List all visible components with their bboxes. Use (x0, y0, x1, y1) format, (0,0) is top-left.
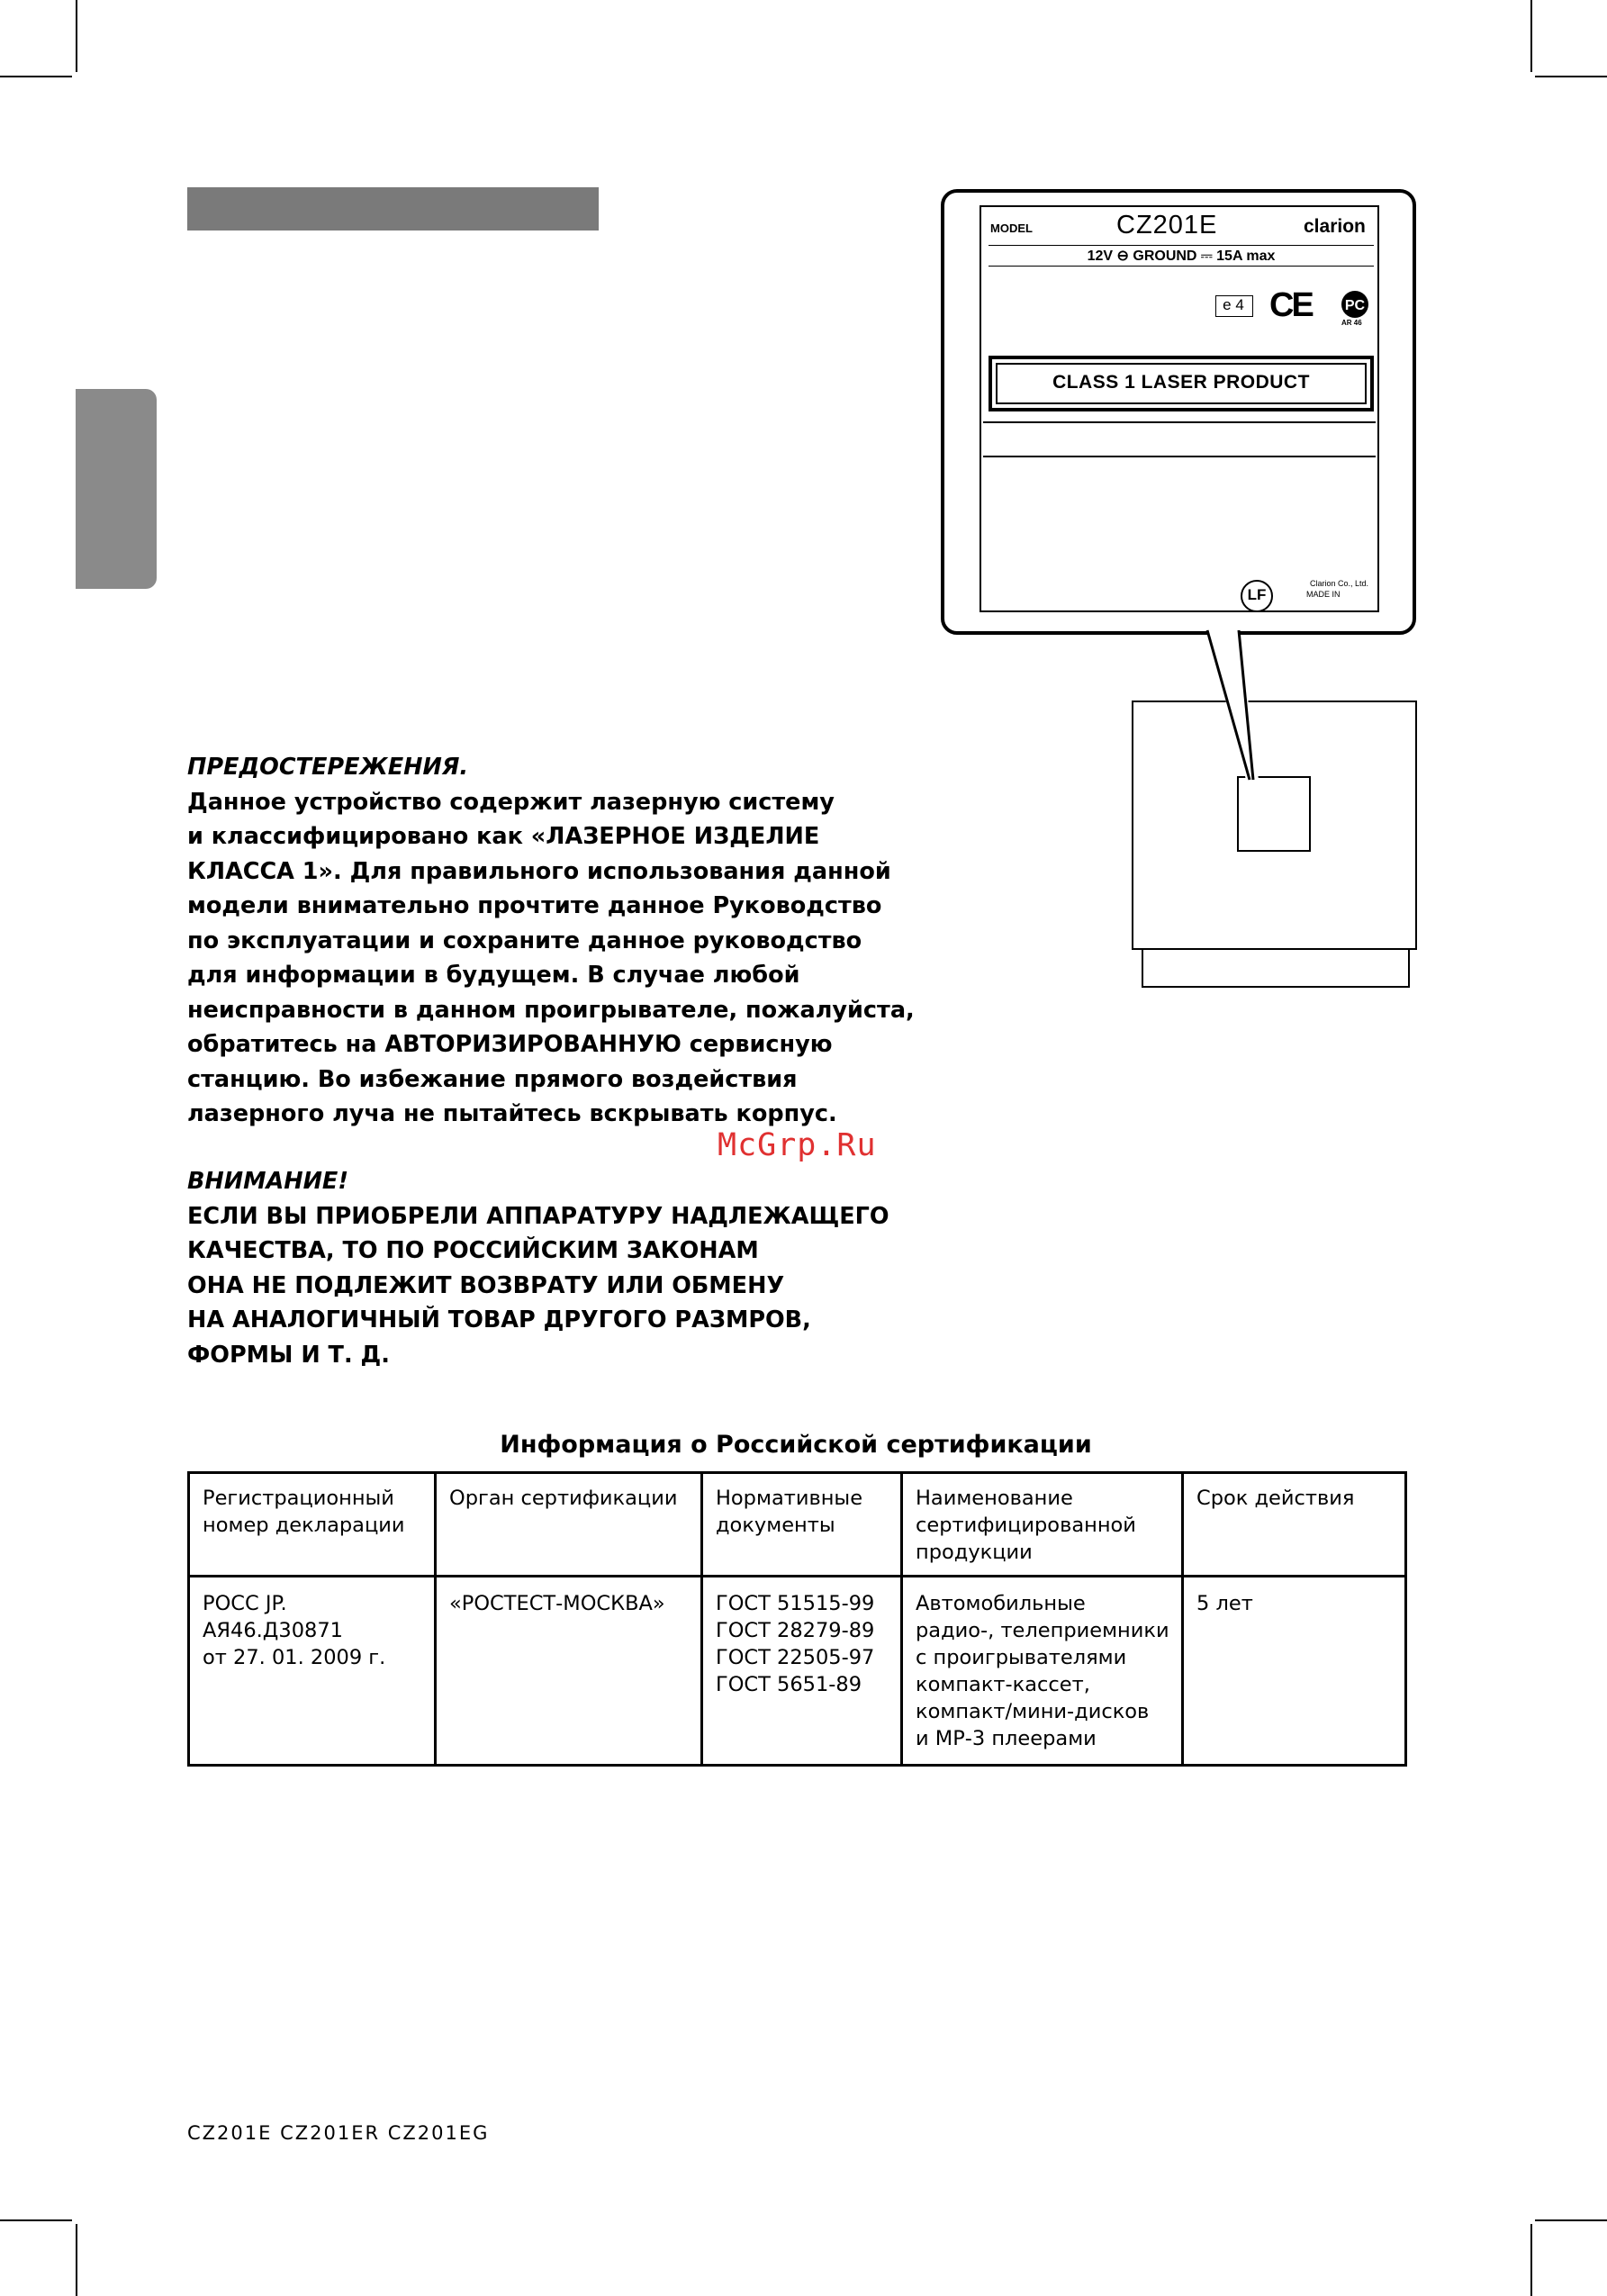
e-mark-text: e 4 (1223, 296, 1244, 313)
label-made-in: MADE IN (1306, 590, 1341, 599)
attention-line: ЕСЛИ ВЫ ПРИОБРЕЛИ АППАРАТУРУ НАДЛЕЖАЩЕГО (187, 1202, 889, 1230)
caution-line: для информации в будущем. В случае любой (187, 962, 800, 989)
cell-line: Автомобильные (916, 1592, 1086, 1615)
cell-line: номер декларации (203, 1514, 405, 1537)
cell-line: «РОСТЕСТ-МОСКВА» (449, 1592, 665, 1615)
caution-line: модели внимательно прочтите данное Руководство (187, 892, 882, 919)
label-divider (983, 456, 1376, 457)
label-power: 12V ⊖ GROUND ⎓ 15A max (1087, 249, 1276, 264)
caution-line: Данное устройство содержит лазерную систему (187, 788, 835, 816)
cell-line: продукции (916, 1541, 1033, 1564)
ce-mark-icon: CE (1269, 286, 1312, 324)
cell-line: Регистрационный (203, 1487, 394, 1510)
attention-line: ОНА НЕ ПОДЛЕЖИТ ВОЗВРАТУ ИЛИ ОБМЕНУ (187, 1271, 785, 1299)
cell-line: АЯ46.Д30871 (203, 1619, 343, 1642)
table-cell (902, 1577, 1183, 1766)
caution-line: станцию. Во избежание прямого воздействия (187, 1065, 798, 1093)
cell-line: Нормативные (716, 1487, 863, 1510)
table-cell (189, 1577, 436, 1766)
cell-line: ГОСТ 28279-89 (716, 1619, 875, 1642)
cell-line: радио-, телеприемники (916, 1619, 1169, 1642)
header-cell (1183, 1473, 1406, 1577)
header-bar (187, 187, 599, 231)
table-row (189, 1577, 1406, 1766)
caution-line: лазерного луча не пытайтесь вскрывать корпус. (187, 1100, 837, 1127)
label-maker: Clarion Co., Ltd. (1310, 579, 1369, 588)
watermark: McGrp.Ru (718, 1127, 877, 1163)
label-divider (983, 421, 1376, 423)
cell-line: Орган сертификации (449, 1487, 678, 1510)
svg-text:PC: PC (1344, 298, 1366, 313)
header-cell (436, 1473, 702, 1577)
rst-mark-icon (1340, 290, 1372, 321)
rst-code: AR 46 (1341, 319, 1362, 327)
caution-block (187, 750, 934, 1132)
crop-mark (76, 0, 77, 72)
caution-line: неисправности в данном проигрывателе, пожалуйста, (187, 996, 915, 1024)
attention-line: НА АНАЛОГИЧНЫЙ ТОВАР ДРУГОГО РАЗМРОВ, (187, 1306, 811, 1333)
caution-line: по эксплуатации и сохраните данное руководство (187, 927, 862, 954)
device-label-location (1237, 776, 1311, 852)
header-cell (902, 1473, 1183, 1577)
crop-mark (76, 2224, 77, 2296)
cell-line: компакт-кассет, (916, 1673, 1090, 1696)
cell-line: Срок действия (1196, 1487, 1355, 1510)
crop-mark (0, 76, 72, 77)
laser-class-text: CLASS 1 LASER PRODUCT (1052, 372, 1310, 393)
label-model-key: MODEL (990, 221, 1033, 235)
attention-line: КАЧЕСТВА, ТО ПО РОССИЙСКИМ ЗАКОНАМ (187, 1237, 759, 1264)
side-tab (76, 389, 157, 589)
cert-table-title: Информация о Российской сертификации (500, 1431, 1092, 1459)
cert-table (187, 1471, 1407, 1767)
cell-line: ГОСТ 22505-97 (716, 1646, 875, 1669)
cell-line: ГОСТ 51515-99 (716, 1592, 875, 1615)
crop-mark (1530, 2224, 1532, 2296)
attention-line: ФОРМЫ И Т. Д. (187, 1341, 390, 1369)
caution-line: и классифицировано как «ЛАЗЕРНОЕ ИЗДЕЛИЕ (187, 823, 820, 850)
header-cell (189, 1473, 436, 1577)
crop-mark (1535, 76, 1607, 77)
cell-line: от 27. 01. 2009 г. (203, 1646, 386, 1669)
footer-models: CZ201E CZ201ER CZ201EG (187, 2122, 490, 2144)
cell-line: РОСС JP. (203, 1592, 287, 1615)
caution-line: обратитесь на АВТОРИЗИРОВАННУЮ сервисную (187, 1031, 833, 1058)
cell-line: документы (716, 1514, 835, 1537)
crop-mark (1530, 0, 1532, 72)
attention-block (187, 1164, 934, 1372)
caution-line: КЛАССА 1». Для правильного использования данной (187, 857, 891, 885)
crop-mark (1535, 2219, 1607, 2221)
cell-line: Наименование (916, 1487, 1073, 1510)
table-cell (702, 1577, 902, 1766)
attention-title: ВНИМАНИЕ! (187, 1168, 348, 1195)
table-header-row (189, 1473, 1406, 1577)
cell-line: ГОСТ 5651-89 (716, 1673, 862, 1696)
lf-mark-text: LF (1247, 586, 1267, 603)
cell-line: сертифицированной (916, 1514, 1136, 1537)
table-cell (436, 1577, 702, 1766)
header-cell (702, 1473, 902, 1577)
caution-title: ПРЕДОСТЕРЕЖЕНИЯ. (187, 754, 469, 781)
label-brand: clarion (1304, 216, 1366, 237)
cell-line: компакт/мини-дисков (916, 1700, 1150, 1723)
table-cell (1183, 1577, 1406, 1766)
cell-line: с проигрывателями (916, 1646, 1127, 1669)
label-model-value: CZ201E (1116, 211, 1218, 240)
cell-line: 5 лет (1196, 1592, 1253, 1615)
cell-line: и МР-3 плеерами (916, 1727, 1097, 1750)
crop-mark (0, 2219, 72, 2221)
device-base (1142, 950, 1410, 988)
